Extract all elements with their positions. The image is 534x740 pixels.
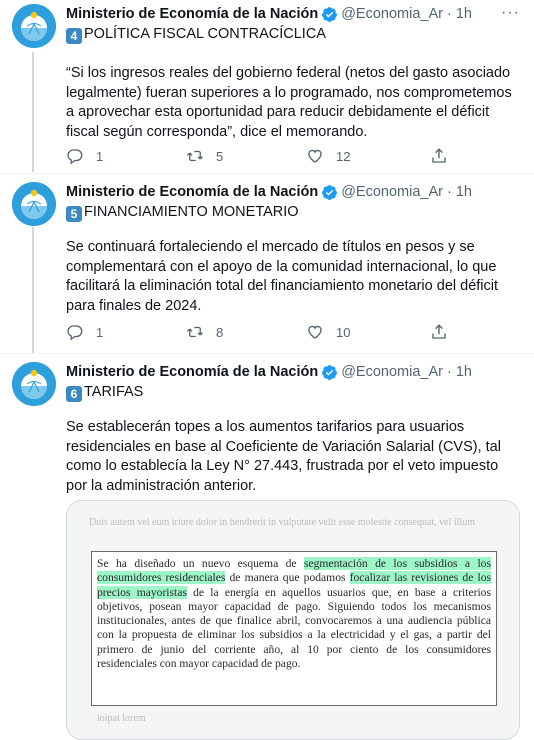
author-handle[interactable]: @Economia_Ar xyxy=(341,6,443,22)
tweet-header xyxy=(66,4,520,24)
argentina-seal-avatar[interactable] xyxy=(12,4,56,48)
excerpt-text: de manera que podamos xyxy=(225,571,350,585)
reply-count: 1 xyxy=(96,324,104,340)
blurred-text-top: Duis autem vel eum iriure dolor in hendrerit in vulputate velit esse molestie consequat, vel illum xyxy=(89,517,476,528)
separator-dot: · xyxy=(446,6,452,22)
keycap-number-icon: 4 xyxy=(66,28,82,44)
attached-image[interactable] xyxy=(66,500,520,740)
like-count: 10 xyxy=(336,324,351,340)
retweet-count: 5 xyxy=(216,148,224,164)
tweet[interactable] xyxy=(0,174,534,354)
tweet-title-text: TARIFAS xyxy=(84,384,144,400)
argentina-seal-avatar[interactable] xyxy=(12,182,56,226)
retweet-count: 8 xyxy=(216,324,224,340)
like-button[interactable] xyxy=(306,147,350,165)
argentina-seal-avatar[interactable] xyxy=(12,362,56,406)
tweet-title-text: POLÍTICA FISCAL CONTRACÍCLICA xyxy=(84,26,326,42)
excerpt-text: Se ha diseñado un nuevo esquema de xyxy=(97,557,304,570)
keycap-number-icon: 6 xyxy=(66,386,82,402)
author-name[interactable]: Ministerio de Economía de la Nación xyxy=(66,6,319,22)
timestamp[interactable]: 1h xyxy=(455,364,472,380)
excerpt-text: de la energía en aquellos usuarios que, en base a criterios objetivos, posean mayor capacidad de pago. Siguiendo todos los mecanismos institucionales, antes de que finalice abril, convocaremos a una audiencia pública con la propuesta de eliminar los subsidios a la electricidad y el gas, a partir del primero de junio del corriente año, al 10 por ciento de los consumidores residenciales con mayor capacidad de pago. xyxy=(97,585,491,671)
share-button[interactable] xyxy=(430,323,460,341)
reply-icon xyxy=(66,147,84,165)
share-icon xyxy=(430,323,448,341)
tweet-title xyxy=(66,24,520,44)
tweet-text: Se establecerán topes a los aumentos tarifarios para usuarios residenciales en base al Coeficiente de Variación Salarial (CVS), tal como lo establecía la Ley N° 27.443, frustrada por el veto impuesto por la administración anterior. xyxy=(66,419,501,494)
verified-badge-icon xyxy=(321,184,338,201)
reply-button[interactable] xyxy=(66,147,103,165)
separator-dot: · xyxy=(446,184,452,200)
tweet-title xyxy=(66,382,520,402)
like-icon xyxy=(306,323,324,341)
share-button[interactable] xyxy=(430,147,460,165)
highlighted-phrase: segmentación de los subsidios a los consumidores residenciales xyxy=(97,557,491,585)
author-name[interactable]: Ministerio de Economía de la Nación xyxy=(66,184,319,200)
tweet-title-text: FINANCIAMIENTO MONETARIO xyxy=(84,204,299,220)
timestamp[interactable]: 1h xyxy=(455,6,472,22)
like-icon xyxy=(306,147,324,165)
author-handle[interactable]: @Economia_Ar xyxy=(341,184,443,200)
tweet-actions xyxy=(66,146,520,166)
author-name[interactable]: Ministerio de Economía de la Nación xyxy=(66,364,319,380)
blurred-text-bottom: loipat lorem xyxy=(97,713,146,724)
reply-button[interactable] xyxy=(66,323,103,341)
tweet-title xyxy=(66,202,520,222)
timestamp[interactable]: 1h xyxy=(455,184,472,200)
tweet-actions xyxy=(66,322,520,342)
separator-dot: · xyxy=(446,364,452,380)
verified-badge-icon xyxy=(321,364,338,381)
tweet-text: “Si los ingresos reales del gobierno federal (netos del gasto asociado legalmente) fueran superiores a lo programado, nos comprometemos a aprovechar esta oportunidad para reducir debidamente el déficit fiscal según corresponda”, dice el memorando. xyxy=(66,65,512,140)
retweet-button[interactable] xyxy=(186,323,223,341)
tweet-header xyxy=(66,182,520,202)
reply-icon xyxy=(66,323,84,341)
like-button[interactable] xyxy=(306,323,350,341)
tweet-text: Se continuará fortaleciendo el mercado de títulos en pesos y se complementará con el apoyo de la comunidad internacional, lo que facilitará la eliminación total del financiamiento monetario del déficit para finales de 2024. xyxy=(66,239,499,314)
tweet-header xyxy=(66,362,520,382)
tweet[interactable] xyxy=(0,0,534,174)
like-count: 12 xyxy=(336,148,351,164)
retweet-button[interactable] xyxy=(186,147,223,165)
retweet-icon xyxy=(186,147,204,165)
highlighted-phrase: focalizar las revisiones de los precios mayoristas xyxy=(97,571,492,599)
more-icon[interactable]: ··· xyxy=(501,4,520,21)
keycap-number-icon: 5 xyxy=(66,206,82,222)
reply-count: 1 xyxy=(96,148,104,164)
retweet-icon xyxy=(186,323,204,341)
verified-badge-icon xyxy=(321,6,338,23)
author-handle[interactable]: @Economia_Ar xyxy=(341,364,443,380)
document-excerpt xyxy=(91,551,497,706)
share-icon xyxy=(430,147,448,165)
